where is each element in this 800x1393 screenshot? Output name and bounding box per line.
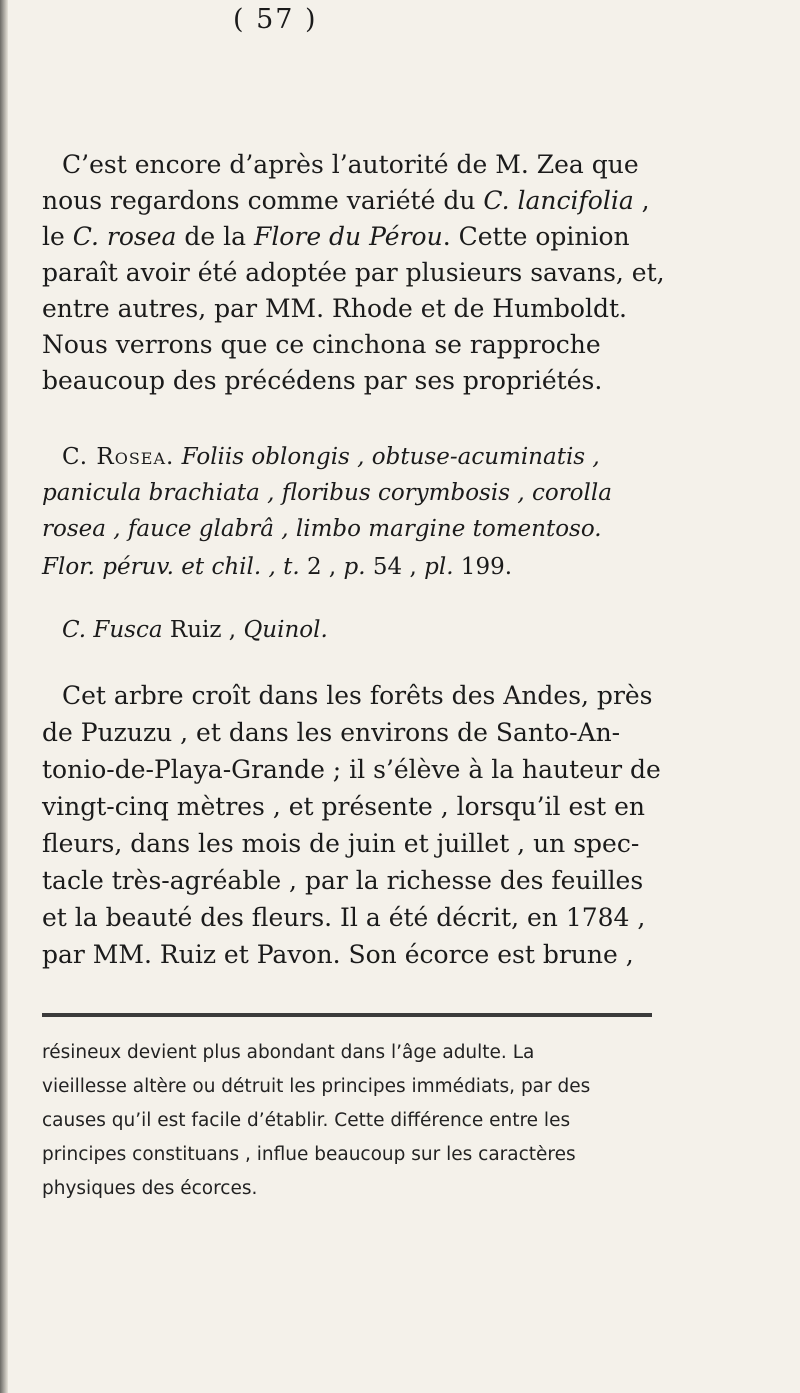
latin-diagnosis: rosea , fauce glabrâ , limbo margine tomentoso. [42,516,602,542]
text-line: entre autres, par MM. Rhode et de Humboldt. [42,294,627,323]
citation-text: Flor. péruv. et chil. , t. [42,554,300,580]
page-edge-shadow [0,0,8,1393]
footnote-line: principes constituans , influe beaucoup sur les caractères [42,1144,576,1165]
text-line: Nous verrons que ce cinchona se rapproche [42,330,601,359]
footnote-line: résineux devient plus abondant dans l’âge adulte. La [42,1042,535,1063]
page-number: ( 57 ) [233,4,318,35]
citation-text: pl. [424,554,454,580]
citation-text: p. [343,554,366,580]
text-line [62,440,600,474]
citation-text: 54 , [365,554,425,580]
text-line: fleurs, dans les mois de juin et juillet , un spec- [42,829,640,858]
synonym-line [62,613,328,647]
text-span: de la [176,222,254,251]
text-line: beaucoup des précédens par ses propriétés. [42,366,603,395]
text-line: Cet arbre croît dans les forêts des Andes, près [62,681,653,710]
text-line: tacle très-agréable , par la richesse des feuilles [42,866,644,895]
latin-diagnosis: Foliis oblongis , obtuse-acuminatis , [181,444,600,470]
book-title: Flore du Pérou [253,222,443,251]
footnote-line: physiques des écorces. [42,1178,258,1199]
species-name: C. rosea [72,222,177,251]
footnote-line: causes qu’il est facile d’établir. Cette différence entre les [42,1110,571,1131]
text-line: de Puzuzu , et dans les environs de Santo-An- [42,718,621,747]
text-line [42,184,650,218]
text-line: et la beauté des fleurs. Il a été décrit, en 1784 , [42,903,646,932]
citation-text: 2 , [299,554,344,580]
text-line: tonio-de-Playa-Grande ; il s’élève à la hauteur de [42,755,661,784]
citation-text: 199. [453,554,513,580]
species-heading: C. Rosea. [62,444,175,470]
species-name: C. lancifolia [483,186,634,215]
synonym-source: Quinol. [243,617,328,643]
text-line [42,220,630,254]
latin-diagnosis: panicula brachiata , floribus corymbosis , corolla [42,480,612,506]
text-line [42,476,612,510]
synonym-author: Ruiz , [162,617,244,643]
text-line: par MM. Ruiz et Pavon. Son écorce est brune , [42,940,634,969]
synonym-name: C. Fusca [62,617,163,643]
text-span: , [633,186,650,215]
footnote-line: vieillesse altère ou détruit les principes immédiats, par des [42,1076,591,1097]
citation-line [42,550,512,584]
text-span: nous regardons comme variété du [42,186,484,215]
text-line: C’est encore d’après l’autorité de M. Zea que [62,150,639,179]
text-span: le [42,222,73,251]
text-span: . Cette opinion [442,222,630,251]
text-line: vingt-cinq mètres , et présente , lorsqu’il est en [42,792,646,821]
footnote-rule [42,1013,652,1017]
text-line: paraît avoir été adoptée par plusieurs savans, et, [42,258,665,287]
text-line [42,512,602,546]
